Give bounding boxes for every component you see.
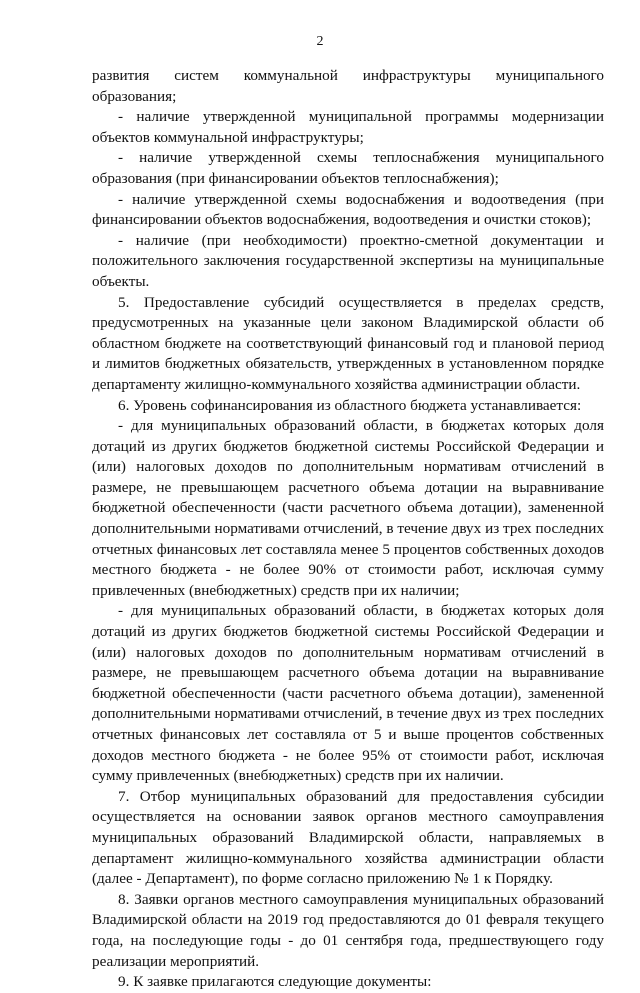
paragraph-water-supply-requirement: - наличие утвержденной схемы водоснабжения и водоотведения (при финансировании объектов водоснабжения, водоотведения и очистки стоков); bbox=[92, 190, 604, 229]
paragraph-item-5: 5. Предоставление субсидий осуществляется в пределах средств, предусмотренных на указанные цели законом Владимирской области об областном бюджете на соответствующий финансовый год и плановой период и лимитов бюджетных обязательств, утвержденных в установленном порядке департаменту жилищно-коммунального хозяйства администрации области. bbox=[92, 293, 604, 393]
paragraph-program-requirement: - наличие утвержденной муниципальной программы модернизации объектов коммунальной инфраструктуры; bbox=[92, 108, 604, 146]
paragraph-item-8: 8. Заявки органов местного самоуправления муниципальных образований Владимирской области на 2019 год предоставляются до 01 февраля текущего года, на последующие годы - до 01 сентября года, предшествующего году реализации мероприятий. bbox=[92, 890, 604, 970]
page-number: 2 bbox=[316, 34, 324, 49]
paragraph-item-7: 7. Отбор муниципальных образований для предоставления субсидии осуществляется на основании заявок органов местного самоуправления муниципальных образований Владимирской области, направляемых в департамент жилищно-коммунального хозяйства администрации области (далее - Департамент), по форме согласно приложению № 1 к Порядку. bbox=[92, 787, 604, 888]
paragraph-documentation-requirement: - наличие (при необходимости) проектно-сметной документации и положительного заключения государственной экспертизы на муниципальные объекты. bbox=[92, 231, 604, 290]
paragraph-cofinancing-95: - для муниципальных образований области, в бюджетах которых доля дотаций из других бюджетов бюджетной системы Российской Федерации и (или) налоговых доходов по дополнительным нормативам отчислений в размере, не превышающем расчетного объема дотации на выравнивание бюджетной обеспеченности (части расчетного объема дотации), замененной дополнительными нормативами отчислений, в течение двух из трех последних отчетных финансовых лет составляла от 5 и выше процентов собственных доходов местного бюджета - не более 95% от стоимости работ, исключая сумму привлеченных (внебюджетных) средств при их наличии. bbox=[92, 602, 604, 785]
paragraph-continuation: развития систем коммунальной инфраструктуры муниципального образования; bbox=[92, 67, 604, 105]
document-body bbox=[92, 66, 604, 993]
paragraph-item-9: 9. К заявке прилагаются следующие документы: bbox=[118, 973, 432, 991]
paragraph-cofinancing-90: - для муниципальных образований области, в бюджетах которых доля дотаций из других бюджетов бюджетной системы Российской Федерации и (или) налоговых доходов по дополнительным нормативам отчислений в размере, не превышающем расчетного объема дотации на выравнивание бюджетной обеспеченности (части расчетного объема дотации), замененной дополнительными нормативами отчислений, в течение двух из трех последних отчетных финансовых лет составляла менее 5 процентов собственных доходов местного бюджета - не более 90% от стоимости работ, исключая сумму привлеченных (внебюджетных) средств при их наличии; bbox=[92, 417, 604, 599]
paragraph-heat-supply-requirement: - наличие утвержденной схемы теплоснабжения муниципального образования (при финансировании объектов теплоснабжения); bbox=[92, 149, 604, 187]
paragraph-item-6: 6. Уровень софинансирования из областного бюджета устанавливается: bbox=[118, 396, 582, 414]
